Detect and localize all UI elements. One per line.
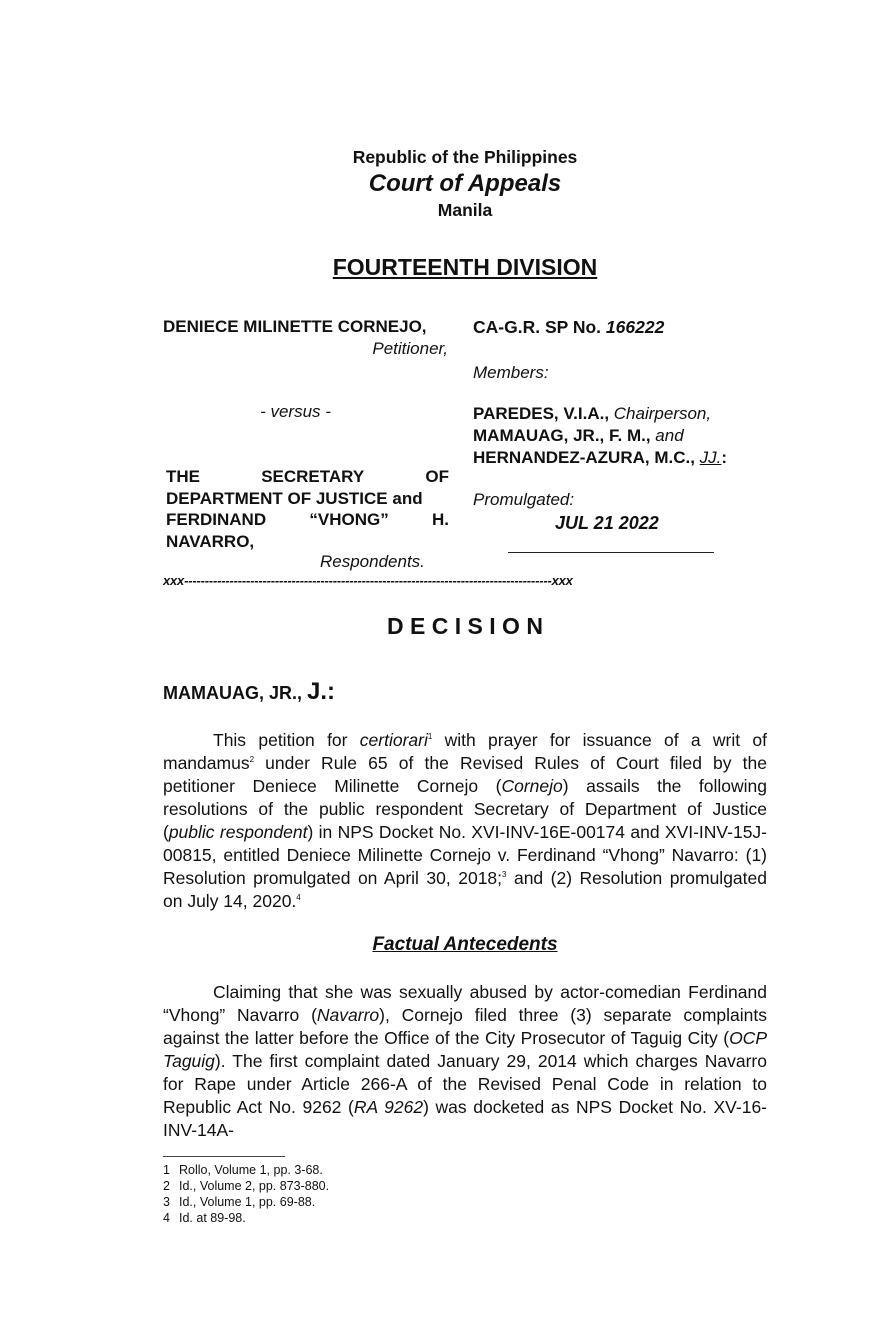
respondent-word: OF: [425, 467, 449, 486]
footnote-text: Id., Volume 2, pp. 873-880.: [179, 1179, 330, 1193]
promulgated-date: JUL 21 2022: [555, 513, 659, 533]
court-name: Court of Appeals: [368, 170, 562, 197]
footnote-number: 1: [163, 1163, 170, 1177]
footnote-item: [163, 1194, 563, 1210]
respondent-word: NAVARRO,: [166, 531, 255, 551]
promulgated-signature-line: [508, 552, 714, 553]
respondent-line: [166, 509, 449, 531]
footnote-item: [163, 1210, 563, 1226]
footnote-number: 2: [163, 1179, 170, 1193]
case-number-value: 166222: [605, 317, 665, 337]
respondent-role: Respondents.: [320, 552, 425, 571]
member-3-suffix: JJ.: [699, 448, 722, 467]
footnote-item: [163, 1162, 563, 1178]
member-2: [473, 426, 684, 446]
paragraph-2: Claiming that she was sexually abused by actor-comedian Ferdinand “Vhong” Navarro (Navarro), Cornejo filed three (3) separate complaints against the latter before the Office of the City Prosecutor of Taguig City (OCP Taguig). The first complaint dated January 29, 2014 which charges Navarro for Rape under Article 266-A of the Revised Penal Code in relation to Republic Act No. 9262 (RA 9262) was docketed as NPS Docket No. XV-16-INV-14A-: [163, 982, 767, 1140]
petitioner-role: Petitioner,: [372, 339, 448, 358]
footnote-separator: [163, 1156, 285, 1157]
respondent-line: [166, 531, 449, 553]
respondent-line: [166, 466, 449, 488]
member-3-name: HERNANDEZ-AZURA, M.C.,: [473, 448, 695, 467]
decision-title: D E C I S I O N: [387, 613, 543, 639]
footnote-number: 4: [163, 1211, 170, 1225]
city-line: Manila: [437, 200, 493, 220]
footnote-item: [163, 1178, 563, 1194]
footnotes: [163, 1162, 563, 1226]
case-number-label: CA-G.R. SP No.: [473, 317, 602, 337]
division-title: FOURTEENTH DIVISION: [332, 254, 598, 280]
footnote-ref-4: 4: [296, 893, 301, 903]
members-label: Members:: [473, 363, 549, 382]
member-1-name: PAREDES, V.I.A.,: [473, 404, 610, 423]
ponente-name: MAMAUAG, JR.,: [163, 683, 302, 703]
republic-line: Republic of the Philippines: [352, 147, 578, 167]
footnote-number: 3: [163, 1195, 170, 1209]
ponente-suffix: J.:: [307, 678, 336, 705]
respondent-word: DEPARTMENT OF JUSTICE and: [166, 488, 423, 508]
member-3-colon: :: [721, 448, 728, 467]
case-number: [473, 317, 664, 338]
member-1: [473, 404, 711, 424]
respondent-word: “VHONG”: [309, 510, 389, 529]
member-2-name: MAMAUAG, JR., F. M.,: [473, 426, 651, 445]
respondent-word: FERDINAND: [166, 510, 267, 529]
petitioner-name: DENIECE MILINETTE CORNEJO,: [163, 317, 427, 336]
respondent-block: [166, 466, 449, 552]
footnote-text: Id., Volume 1, pp. 69-88.: [179, 1195, 316, 1209]
section-heading: Factual Antecedents: [372, 934, 558, 955]
promulgated-label: Promulgated:: [473, 490, 575, 509]
footnote-ref-3: 3: [502, 870, 507, 880]
member-3: [473, 448, 727, 468]
ponente: [163, 678, 335, 706]
member-2-conj: and: [655, 426, 684, 445]
respondent-word: THE: [166, 467, 200, 486]
footnote-text: Rollo, Volume 1, pp. 3-68.: [179, 1163, 323, 1177]
paragraph-1: This petition for certiorari$^1$ with prayer for issuance of a writ of mandamus$^2$ under Rule 65 of the Revised Rules of Court filed by the petitioner Deniece Milinette Cornejo (Cornejo) assails the following resolutions of the public respondent Secretary of Department of Justice (public respondent) in NPS Docket No. XVI-INV-16E-00174 and XVI-INV-15J-00815, entitled Deniece Milinette Cornejo v. Ferdinand “Vhong” Navarro: (1) Resolution promulgated on April 30, 2018;$^3$ and (2) Resolution promulgated on July 14, 2020.$^4$: [163, 730, 768, 911]
respondent-line: [166, 488, 449, 510]
footnote-text: Id. at 89-98.: [179, 1211, 246, 1225]
footnote-ref-2: 2: [249, 755, 255, 765]
versus-label: - versus -: [260, 402, 331, 421]
footnote-ref-1: 1: [427, 732, 433, 742]
respondent-word: SECRETARY: [261, 467, 365, 486]
caption-separator: xxx-----------------------------------------------------------------------------------------xxx: [163, 573, 573, 588]
member-1-role: Chairperson,: [613, 404, 712, 423]
respondent-word: H.: [431, 510, 449, 529]
